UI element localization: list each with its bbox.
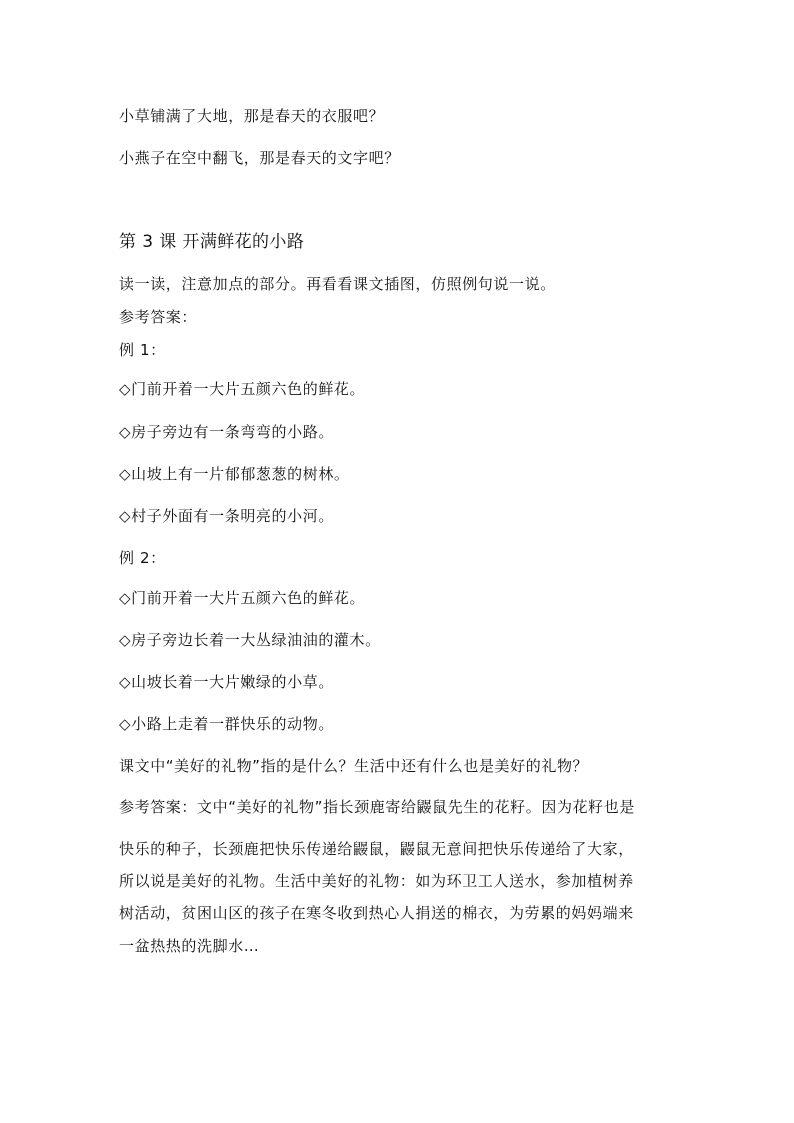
lesson-instruction: 读一读，注意加点的部分。再看看课文插图，仿照例句说一说。 (119, 275, 556, 293)
answer-line: 所以说是美好的礼物。生活中美好的礼物：如为环卫工人送水，参加植树养 (119, 872, 634, 890)
answer-line: 树活动，贫困山区的孩子在寒冬收到热心人捐送的棉衣，为劳累的妈妈端来 (119, 904, 634, 922)
answer-line: 参考答案：文中“美好的礼物”指长颈鹿寄给鼹鼠先生的花籽。因为花籽也是 (119, 798, 635, 816)
example-1-item: ◇村子外面有一条明亮的小河。 (119, 507, 334, 525)
example-1-item: ◇房子旁边有一条弯弯的小路。 (119, 423, 334, 441)
question-text: 课文中“美好的礼物”指的是什么？生活中还有什么也是美好的礼物？ (119, 757, 589, 775)
answer-line: 快乐的种子，长颈鹿把快乐传递给鼹鼠，鼹鼠无意间把快乐传递给了大家， (119, 840, 634, 858)
example-2-label: 例 2： (119, 549, 166, 567)
example-2-item: ◇小路上走着一群快乐的动物。 (119, 715, 334, 733)
example-1-label: 例 1： (119, 341, 166, 359)
intro-line-1: 小草铺满了大地，那是春天的衣服吧？ (119, 107, 385, 125)
example-2-item: ◇门前开着一大片五颜六色的鲜花。 (119, 589, 366, 607)
example-1-item: ◇山坡上有一片郁郁葱葱的树林。 (119, 465, 350, 483)
example-2-item: ◇房子旁边长着一大丛绿油油的灌木。 (119, 631, 381, 649)
intro-line-2: 小燕子在空中翻飞，那是春天的文字吧？ (119, 149, 400, 167)
example-1-item: ◇门前开着一大片五颜六色的鲜花。 (119, 380, 366, 398)
answer-line: 一盆热热的洗脚水… (119, 937, 260, 955)
lesson-title: 第 3 课 开满鲜花的小路 (119, 232, 305, 252)
answer-label: 参考答案： (119, 308, 198, 326)
example-2-item: ◇山坡长着一大片嫩绿的小草。 (119, 673, 334, 691)
